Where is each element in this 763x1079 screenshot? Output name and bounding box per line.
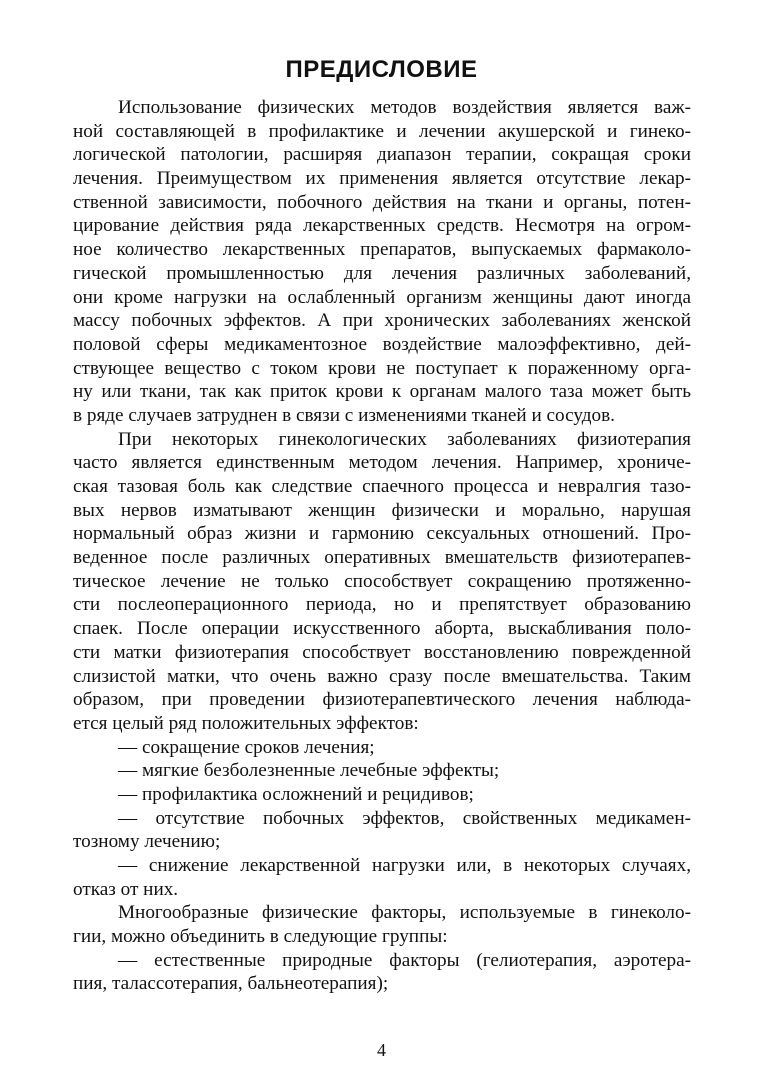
text-line: ствующее вещество с током крови не поступает к пораженному орга- [73, 357, 691, 379]
page-number: 4 [377, 1040, 386, 1060]
text-line: сти послеоперационного периода, но и препятствует образованию [73, 594, 691, 616]
page-title: ПРЕДИСЛОВИЕ [285, 56, 478, 83]
text-line: в ряде случаев затруднен в связи с изменениями тканей и сосудов. [73, 404, 615, 426]
list-item [73, 854, 691, 901]
text-line: слизистой матки, что очень важно сразу после вмешательства. Таким [73, 665, 691, 687]
text-line: ется целый ряд положительных эффектов: [73, 712, 419, 734]
text-line: — сокращение сроков лечения; [118, 736, 375, 758]
text-line: отказ от них. [73, 878, 179, 900]
text-line: — профилактика осложнений и рецидивов; [118, 783, 474, 805]
text-line: спаек. После операции искусственного аборта, выскабливания поло- [73, 618, 691, 640]
paragraph-intro [73, 96, 691, 428]
body-text [73, 96, 691, 996]
text-line: часто является единственным методом лечения. Например, хрониче- [73, 452, 691, 474]
paragraph-factors [73, 901, 691, 948]
text-line: пия, талассотерапия, бальнеотерапия); [73, 973, 389, 995]
text-line: тозному лечению; [73, 831, 221, 853]
text-line: — естественные природные факторы (гелиотерапия, аэротера- [118, 949, 691, 971]
text-line: сти матки физиотерапия способствует восстановлению поврежденной [73, 641, 691, 663]
list-item [73, 736, 691, 760]
text-line: половой сферы медикаментозное воздействие малоэффективно, дей- [73, 333, 691, 355]
text-line: вых нервов изматывают женщин физически и морально, нарушая [73, 499, 691, 521]
paragraph-gynecology [73, 428, 691, 736]
list-item [73, 759, 691, 783]
text-line: — отсутствие побочных эффектов, свойственных медикамен- [118, 807, 691, 829]
text-line: ская тазовая боль как следствие спаечного процесса и невралгия тазо- [73, 476, 691, 497]
text-line: тическое лечение не только способствует сокращению протяженно- [73, 570, 691, 592]
text-line: гической промышленностью для лечения различных заболеваний, [73, 262, 691, 284]
list-item [73, 807, 691, 854]
text-line: массу побочных эффектов. А при хронических заболеваниях женской [73, 310, 691, 332]
text-line: Использование физических методов воздействия является важ- [118, 97, 691, 118]
text-line: — снижение лекарственной нагрузки или, в некоторых случаях, [118, 855, 691, 876]
text-line: ну или ткани, так как приток крови к органам малого таза может быть [73, 381, 691, 403]
text-line: они кроме нагрузки на ослабленный организм женщины дают иногда [73, 286, 691, 308]
list-item [73, 783, 691, 807]
text-line: веденное после различных оперативных вмешательств физиотерапев- [73, 547, 691, 569]
text-line: ное количество лекарственных препаратов, выпускаемых фармаколо- [73, 239, 691, 261]
text-line: лечения. Преимуществом их применения является отсутствие лекар- [73, 168, 691, 190]
text-line: гии, можно объединить в следующие группы: [73, 926, 448, 948]
text-line: цирование действия ряда лекарственных средств. Несмотря на огром- [73, 215, 691, 237]
text-line: Многообразные физические факторы, используемые в гинеколо- [118, 902, 691, 924]
text-line: При некоторых гинекологических заболеваниях физиотерапия [118, 428, 691, 450]
text-line: — мягкие безболезненные лечебные эффекты; [118, 760, 500, 782]
text-line: ственной зависимости, побочного действия на ткани и органы, потен- [73, 191, 691, 213]
text-line: ной составляющей в профилактике и лечении акушерской и гинеко- [73, 120, 691, 142]
text-line: образом, при проведении физиотерапевтического лечения наблюда- [73, 689, 691, 711]
text-line: нормальный образ жизни и гармонию сексуальных отношений. Про- [73, 523, 691, 545]
text-line: логической патологии, расширяя диапазон терапии, сокращая сроки [73, 144, 691, 166]
list-item [73, 949, 691, 996]
